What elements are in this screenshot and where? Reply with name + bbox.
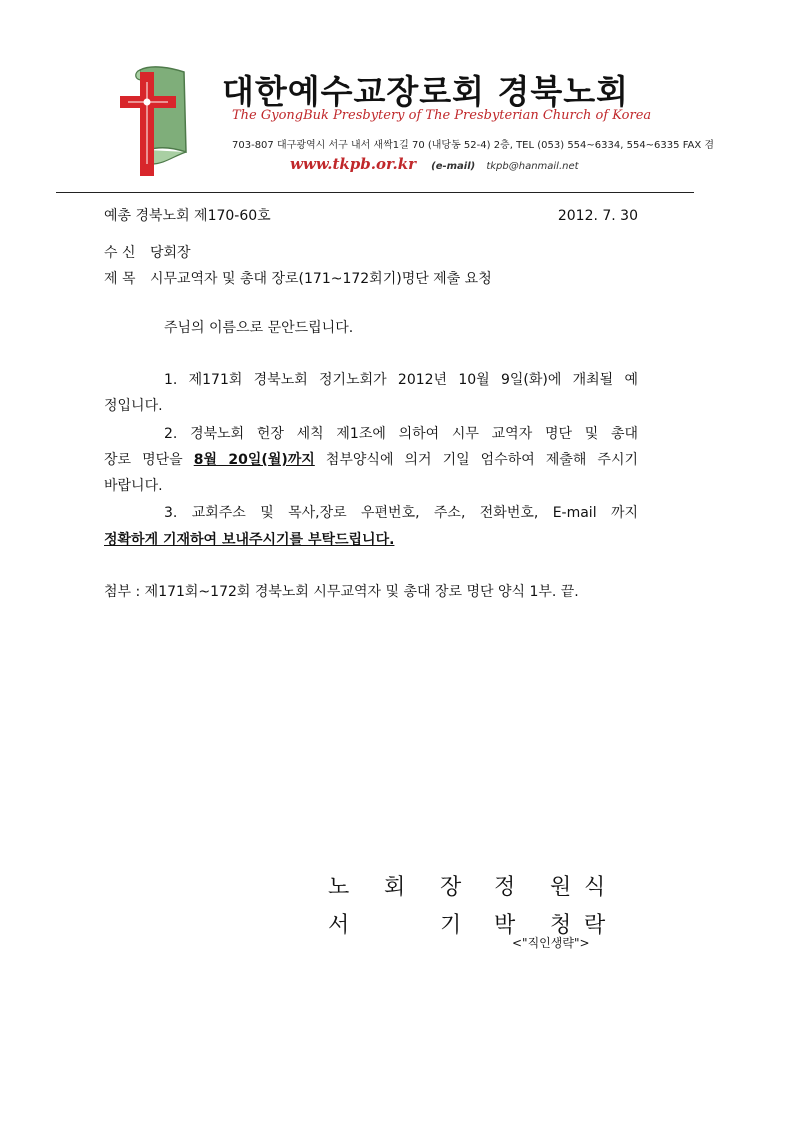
paragraph-3-line-2: 정확하게 기재하여 보내주시기를 부탁드립니다.	[104, 532, 395, 548]
clerk-title-2: 기	[440, 913, 462, 938]
attachment-line: 첨부 : 제171회~172회 경북노회 시무교역자 및 총대 장로 명단 양식 1부. 끝.	[104, 584, 579, 600]
email-link[interactable]: tkpb@hanmail.net	[486, 161, 579, 172]
doc-meta-row	[104, 208, 638, 225]
moderator-title-2: 회	[384, 875, 406, 900]
website-link[interactable]: www.tkpb.or.kr	[290, 155, 417, 173]
subject-value: 시무교역자 및 총대 장로(171~172회기)명단 제출 요청	[149, 271, 492, 287]
paragraph-2-line-1: 2. 경북노회 헌장 세칙 제1조에 의하여 시무 교역자 명단 및 총대	[164, 426, 638, 442]
document-number: 예총 경북노회 제170-60호	[104, 208, 271, 224]
paragraph-1-line-1: 1. 제171회 경북노회 정기노회가 2012년 10월 9일(화)에 개최될 예	[164, 372, 638, 388]
org-name-english: The GyongBuk Presbytery of The Presbyterian Church of Korea	[232, 108, 652, 123]
paragraph-1-line-2: 정입니다.	[104, 398, 163, 414]
header-divider	[56, 192, 694, 193]
clerk-name-2: 청	[550, 913, 572, 938]
cross-scroll-logo-icon	[112, 60, 192, 180]
greeting: 주님의 이름으로 문안드립니다.	[164, 320, 354, 336]
subject-label: 제 목	[104, 271, 136, 287]
moderator-title-1: 노	[328, 875, 350, 900]
clerk-name-3: 락	[584, 913, 606, 938]
document-date: 2012. 7. 30	[557, 208, 638, 224]
org-address: 703-807 대구광역시 서구 내서 새싹1길 70 (내당동 52-4) 2층, TEL (053) 554~6334, 554~6335 FAX 겸	[232, 140, 715, 151]
recipient-row	[104, 245, 638, 262]
clerk-name-1: 박	[494, 913, 516, 938]
org-contact	[290, 154, 579, 173]
moderator-name-3: 식	[584, 875, 606, 900]
email-label: (e-mail)	[431, 161, 476, 172]
org-name-korean: 대한예수교장로회 경북노회	[222, 72, 630, 111]
recipient-label: 수 신	[104, 245, 136, 261]
subject-row	[104, 271, 638, 288]
deadline-highlight: 8월 20일(월)까지	[193, 452, 315, 468]
moderator-name-1: 정	[494, 875, 516, 900]
paragraph-3-line-1: 3. 교회주소 및 목사,장로 우편번호, 주소, 전화번호, E-mail 까지	[164, 505, 638, 521]
paragraph-2-line-2: 장로 명단을 8월 20일(월)까지 첨부양식에 의거 기일 엄수하여 제출해 주시기	[104, 452, 638, 468]
clerk-title-1: 서	[328, 913, 350, 938]
moderator-name-2: 원	[550, 875, 572, 900]
moderator-title-3: 장	[440, 875, 462, 900]
recipient-value: 당회장	[149, 245, 191, 261]
seal-omitted-note: <"직인생략">	[512, 936, 590, 950]
paragraph-2-line-3: 바랍니다.	[104, 478, 163, 494]
